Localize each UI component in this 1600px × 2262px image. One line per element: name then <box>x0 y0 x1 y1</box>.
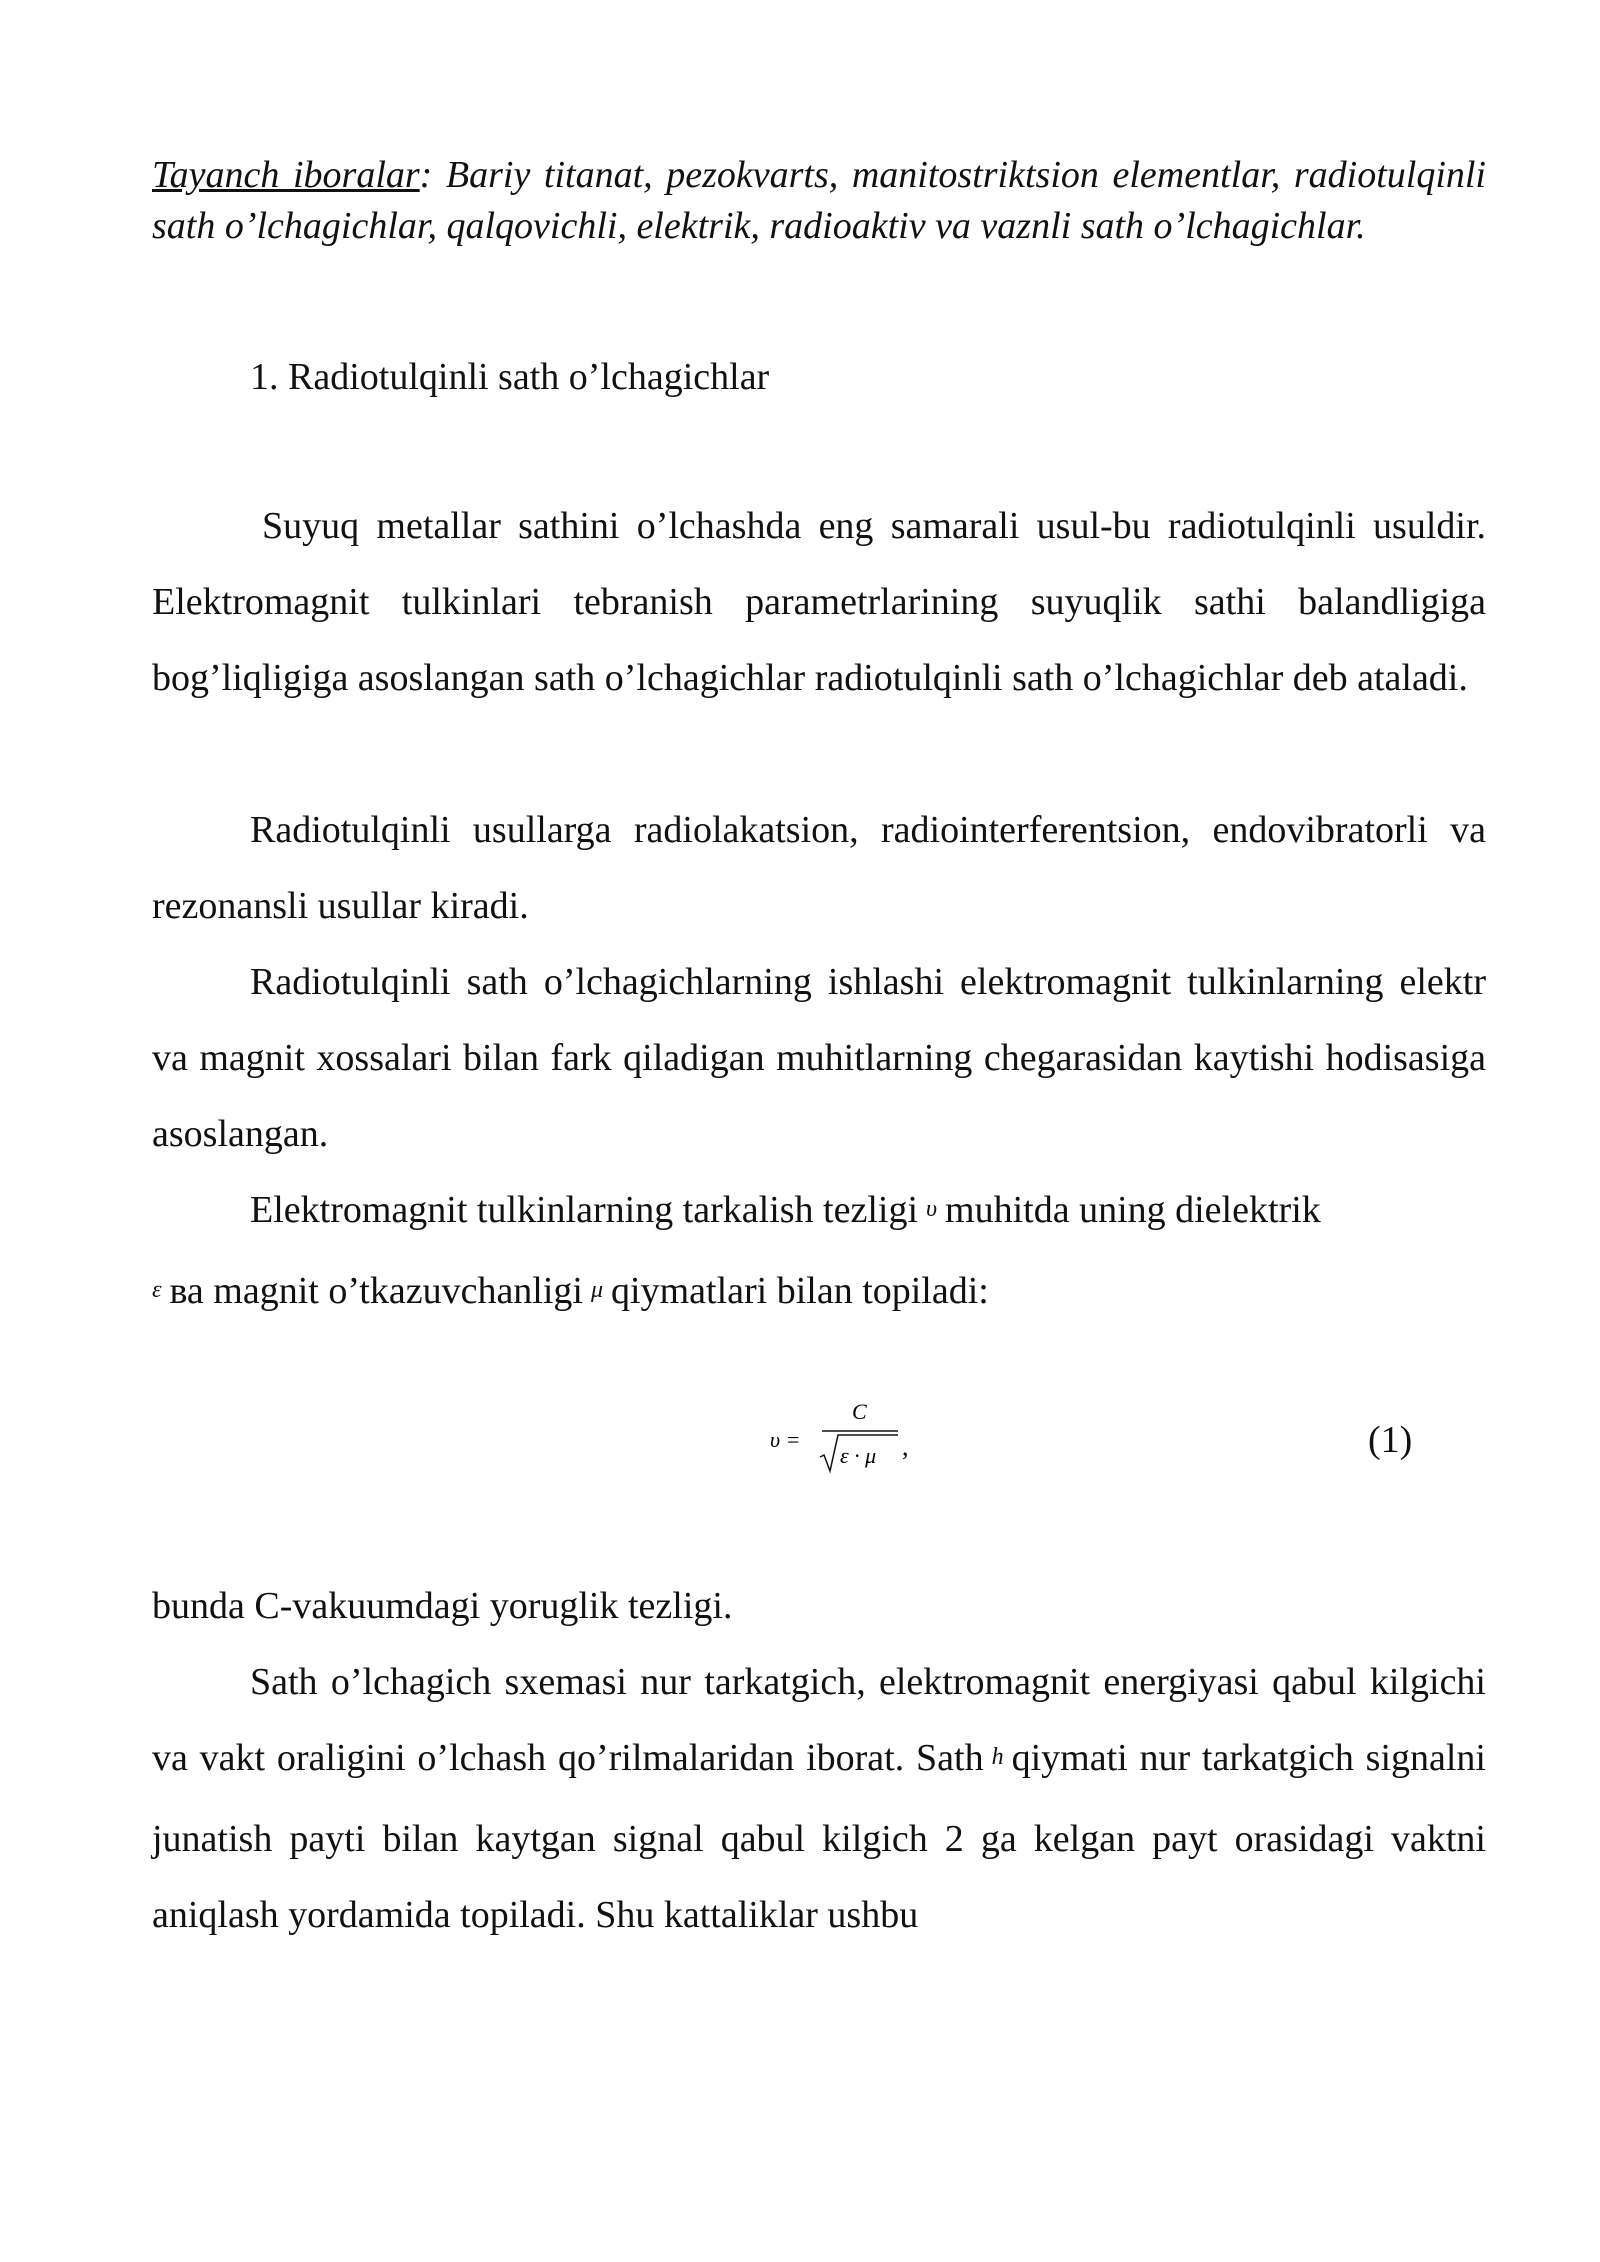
keywords-block <box>152 150 1486 252</box>
paragraph-4-text-c: ва magnit o’tkazuvchanligi <box>169 1270 583 1312</box>
section-heading: 1. Radiotulqinli sath o’lchagichlar <box>250 356 770 398</box>
keywords-text: : Bariy titanat, pezokvarts, manitostriktsion elementlar, radiotulqinli sath o’lchagichlar, qalqovichli, elektrik, radioaktiv va vaznli sath o’lchagichlar. <box>152 154 1486 247</box>
paragraph-6 <box>152 1644 1486 1953</box>
formula-numerator: C <box>852 1399 867 1424</box>
paragraph-5 <box>152 1568 1486 1644</box>
keywords-label: Tayanch iboralar <box>152 154 420 196</box>
formula-denominator: ε · μ <box>840 1443 877 1468</box>
paragraph-6-text-b: qiymati nur tarkatgich signalni junatish payti bilan kaytgan signal qabul kilgich 2 ga kelgan payt orasidagi vaktni aniqlash yordamida topiladi. Shu kattaliklar ushbu <box>152 1737 1486 1936</box>
paragraph-4-text-b: muhitda uning dielektrik <box>945 1189 1321 1231</box>
paragraph-4-text-a: Elektromagnit tulkinlarning tarkalish tezligi <box>250 1189 919 1231</box>
level-symbol: h <box>991 1744 1004 1770</box>
paragraph-1 <box>152 488 1486 716</box>
equation-number: (1) <box>1368 1419 1413 1461</box>
formula-1 <box>770 1395 950 1485</box>
paragraph-2 <box>152 792 1486 944</box>
paragraph-6-text-a: Sath o’lchagich sxemasi nur tarkatgich, elektromagnit energiyasi qabul kilgichi va vakt oraligini o’lchash qo’rilmalaridan iborat. Sath <box>152 1661 1486 1779</box>
paragraph-4 <box>152 1172 1486 1334</box>
formula-comma: , <box>902 1432 909 1461</box>
permeability-symbol: μ <box>590 1277 604 1303</box>
formula-lhs: υ = <box>770 1427 801 1452</box>
paragraph-3-text: Radiotulqinli sath o’lchagichlarning ishlashi elektromagnit tulkinlarning elektr va magnit xossalari bilan fark qiladigan muhitlarning chegarasidan kaytishi hodisasiga asoslangan. <box>152 961 1486 1155</box>
permittivity-symbol: ε <box>152 1277 162 1303</box>
paragraph-4-text-d: qiymatlari bilan topiladi: <box>611 1270 989 1312</box>
velocity-symbol: υ <box>926 1196 938 1222</box>
paragraph-1-text: Suyuq metallar sathini o’lchashda eng samarali usul-bu radiotulqinli usuldir. Elektromagnit tulkinlari tebranish parametrlarining suyuqlik sathi balandligiga bog’liqligiga asoslangan sath o’lchagichlar radiotulqinli sath o’lchagichlar deb ataladi. <box>152 505 1486 699</box>
paragraph-2-text: Radiotulqinli usullarga radiolakatsion, radiointerferentsion, endovibratorli va rezonansli usullar kiradi. <box>152 809 1486 927</box>
paragraph-5-text: bunda C-vakuumdagi yoruglik tezligi. <box>152 1585 733 1627</box>
paragraph-3 <box>152 944 1486 1172</box>
